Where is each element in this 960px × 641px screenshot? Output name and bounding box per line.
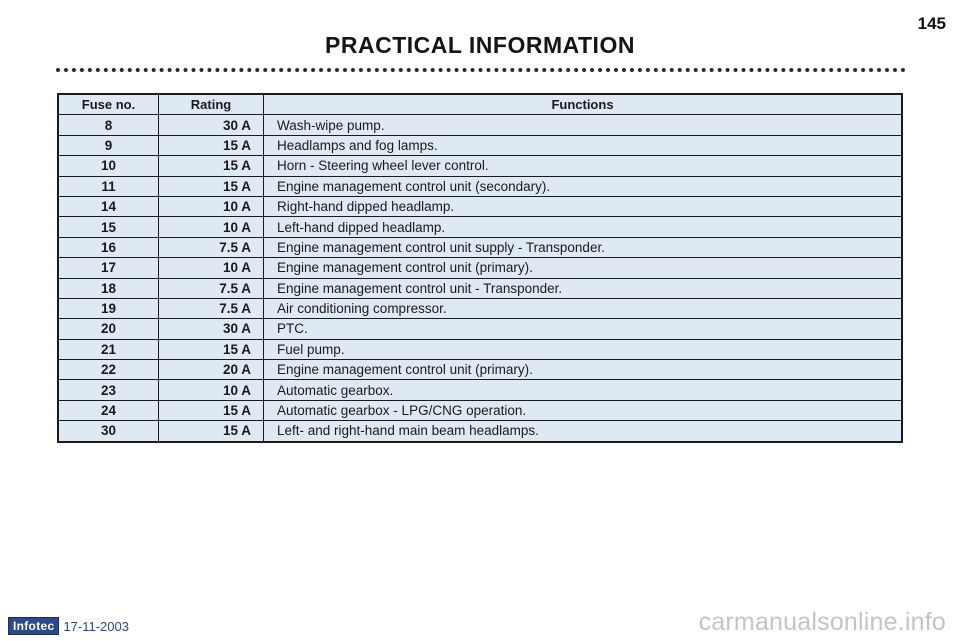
rating-cell: 15 A bbox=[159, 421, 264, 442]
fuse-number-cell: 23 bbox=[58, 380, 159, 400]
fuse-number-cell: 8 bbox=[58, 115, 159, 135]
fuse-number-cell: 9 bbox=[58, 135, 159, 155]
rating-cell: 15 A bbox=[159, 156, 264, 176]
table-row bbox=[58, 380, 902, 400]
page-title: PRACTICAL INFORMATION bbox=[325, 32, 635, 58]
footer-date: 17-11-2003 bbox=[63, 618, 129, 634]
function-cell: Horn - Steering wheel lever control. bbox=[264, 156, 903, 176]
fuse-number-cell: 16 bbox=[58, 237, 159, 257]
table-header-row bbox=[58, 94, 902, 115]
table-row bbox=[58, 421, 902, 442]
table-row bbox=[58, 135, 902, 155]
table-row bbox=[58, 339, 902, 359]
column-header-functions: Functions bbox=[264, 94, 903, 115]
fuse-number-cell: 14 bbox=[58, 196, 159, 216]
fuse-number-cell: 22 bbox=[58, 360, 159, 380]
rating-cell: 10 A bbox=[159, 380, 264, 400]
rating-cell: 15 A bbox=[159, 135, 264, 155]
fuse-number-cell: 17 bbox=[58, 258, 159, 278]
function-cell: Engine management control unit (primary). bbox=[264, 360, 903, 380]
rating-cell: 15 A bbox=[159, 176, 264, 196]
fuse-table-body bbox=[58, 115, 902, 442]
dotted-divider bbox=[56, 68, 906, 72]
table-row bbox=[58, 115, 902, 135]
table-row bbox=[58, 319, 902, 339]
function-cell: Fuel pump. bbox=[264, 339, 903, 359]
function-cell: Automatic gearbox. bbox=[264, 380, 903, 400]
fuse-number-cell: 10 bbox=[58, 156, 159, 176]
fuse-number-cell: 15 bbox=[58, 217, 159, 237]
table-row bbox=[58, 400, 902, 420]
rating-cell: 30 A bbox=[159, 319, 264, 339]
rating-cell: 10 A bbox=[159, 258, 264, 278]
function-cell: Engine management control unit (secondary). bbox=[264, 176, 903, 196]
fuse-number-cell: 11 bbox=[58, 176, 159, 196]
rating-cell: 7.5 A bbox=[159, 298, 264, 318]
function-cell: Automatic gearbox - LPG/CNG operation. bbox=[264, 400, 903, 420]
rating-cell: 10 A bbox=[159, 196, 264, 216]
function-cell: Left-hand dipped headlamp. bbox=[264, 217, 903, 237]
rating-cell: 10 A bbox=[159, 217, 264, 237]
table-row bbox=[58, 360, 902, 380]
column-header-rating: Rating bbox=[159, 94, 264, 115]
footer bbox=[8, 617, 129, 635]
function-cell: PTC. bbox=[264, 319, 903, 339]
function-cell: Engine management control unit (primary). bbox=[264, 258, 903, 278]
fuse-table bbox=[57, 93, 903, 443]
table-row bbox=[58, 176, 902, 196]
table-row bbox=[58, 298, 902, 318]
function-cell: Left- and right-hand main beam headlamps. bbox=[277, 423, 539, 439]
rating-cell: 30 A bbox=[159, 115, 264, 135]
fuse-number-cell: 19 bbox=[58, 298, 159, 318]
table-row bbox=[58, 258, 902, 278]
fuse-number-cell: 21 bbox=[58, 339, 159, 359]
rating-cell: 20 A bbox=[159, 360, 264, 380]
table-row bbox=[58, 156, 902, 176]
watermark: carmanualsonline.info bbox=[698, 608, 946, 636]
table-row bbox=[58, 237, 902, 257]
table-row bbox=[58, 217, 902, 237]
fuse-number-cell: 18 bbox=[58, 278, 159, 298]
rating-cell: 7.5 A bbox=[159, 237, 264, 257]
function-cell: Wash-wipe pump. bbox=[264, 115, 903, 135]
function-cell: Headlamps and fog lamps. bbox=[264, 135, 903, 155]
infotec-logo: Infotec bbox=[8, 617, 59, 635]
fuse-number-cell: 30 bbox=[58, 421, 159, 442]
rating-cell: 15 A bbox=[159, 339, 264, 359]
function-cell: Engine management control unit supply - Transponder. bbox=[264, 237, 903, 257]
table-row bbox=[58, 278, 902, 298]
column-header-fuse-no: Fuse no. bbox=[58, 94, 159, 115]
function-cell: Right-hand dipped headlamp. bbox=[264, 196, 903, 216]
rating-cell: 15 A bbox=[159, 400, 264, 420]
page-number: 145 bbox=[917, 14, 946, 33]
fuse-number-cell: 24 bbox=[58, 400, 159, 420]
rating-cell: 7.5 A bbox=[159, 278, 264, 298]
table-row bbox=[58, 196, 902, 216]
function-cell: Engine management control unit - Transponder. bbox=[264, 278, 903, 298]
fuse-number-cell: 20 bbox=[58, 319, 159, 339]
function-cell: Air conditioning compressor. bbox=[264, 298, 903, 318]
